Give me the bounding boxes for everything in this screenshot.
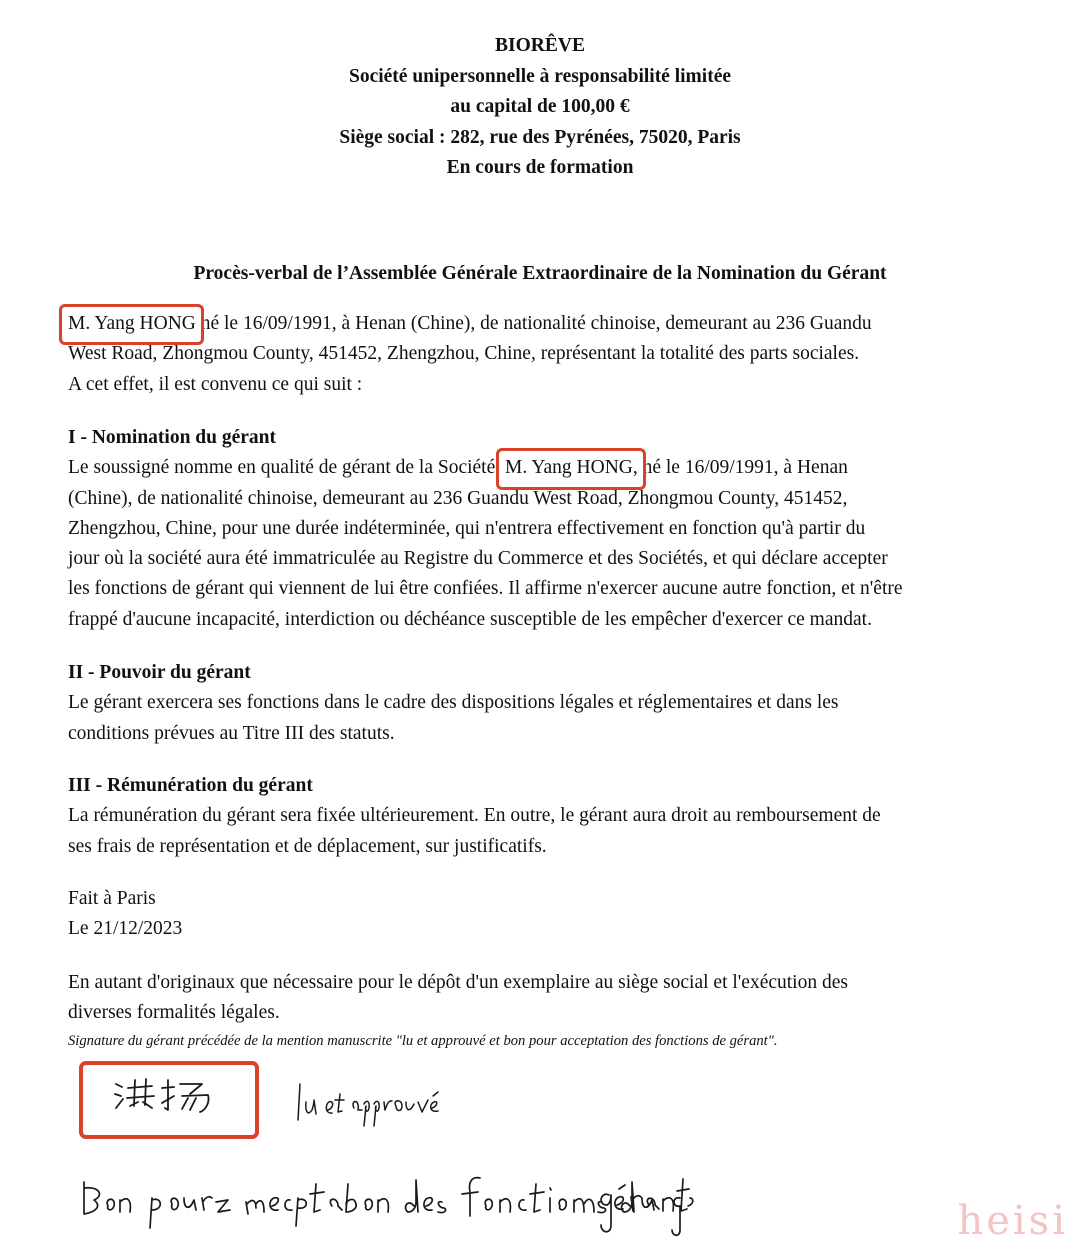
watermark-text: heisi: [957, 1198, 1068, 1244]
section-heading: I - Nomination du gérant: [68, 427, 277, 448]
intro-paragraph: M. Yang HONG né le 16/09/1991, à Henan (Chine), de nationalité chinoise, demeurant au 236 Guandu West Road, Zhongmou County, 451452, Zhengzhou, Chine, représentant la totalité des parts sociales. A cet effet, il est convenu ce qui suit :: [68, 309, 1018, 400]
handwritten-mention-lu-et-approuve: [292, 1080, 452, 1130]
date: Le 21/12/2023: [68, 918, 183, 940]
highlighted-name-1: M. Yang HONG: [68, 309, 196, 339]
signature-note: Signature du gérant précédée de la mention manuscrite "lu et approuvé et bon pour acceptation des fonctions de gérant".: [68, 1033, 778, 1049]
closing-paragraph: En autant d'originaux que nécessaire pour le dépôt d'un exemplaire au siège social et l'exécution des diverses formalités légales.: [68, 972, 848, 1024]
company-status: En cours de formation: [446, 157, 634, 178]
section-heading: II - Pouvoir du gérant: [68, 662, 251, 683]
company-form: Société unipersonnelle à responsabilité limitée: [348, 65, 732, 87]
company-capital: au capital de 100,00 €: [450, 96, 630, 117]
place-date: [68, 884, 1018, 945]
handwritten-signature: [110, 1072, 220, 1122]
section-nomination: I - Nomination du gérant Le soussigné nomme en qualité de gérant de la Société M. Yang HONG, né le 16/09/1991, à Henan (Chine), de nationalité chinoise, demeurant au 236 Guandu West Road, Zhongmou County, 451452, Zhengzhou, Chine, pour une durée indéterminée, qui n'entrera effectivement en fonction qu'à partir du jour où la société aura été immatriculée au Registre du Commerce et des Sociétés, et qui déclare accepter les fonctions de gérant qui viennent de lui être confiées. Il affirme n'exercer aucune autre fonction, et n'être frappé d'aucune incapacité, interdiction ou déchéance susceptible de les empêcher d'exercer ce mandat.: [68, 423, 1018, 635]
company-seat: Siège social : 282, rue des Pyrénées, 75020, Paris: [339, 126, 741, 148]
document-header: [0, 31, 1080, 184]
section-pouvoir: II - Pouvoir du gérant Le gérant exercera ses fonctions dans le cadre des dispositions légales et réglementaires et dans les conditions prévues au Titre III des statuts.: [68, 658, 1018, 749]
company-name: BIORÊVE: [495, 35, 585, 56]
section-heading: III - Rémunération du gérant: [68, 775, 313, 796]
section-remuneration: III - Rémunération du gérant La rémunération du gérant sera fixée ultérieurement. En outre, le gérant aura droit au remboursement de ses frais de représentation et de déplacement, sur justificatifs.: [68, 771, 1018, 862]
place: Fait à Paris: [68, 888, 156, 909]
highlighted-name-2: M. Yang HONG,: [505, 453, 638, 483]
handwritten-word-gerant: [595, 1165, 690, 1237]
document-title: Procès-verbal de l’Assemblée Générale Extraordinaire de la Nomination du Gérant: [193, 263, 887, 284]
